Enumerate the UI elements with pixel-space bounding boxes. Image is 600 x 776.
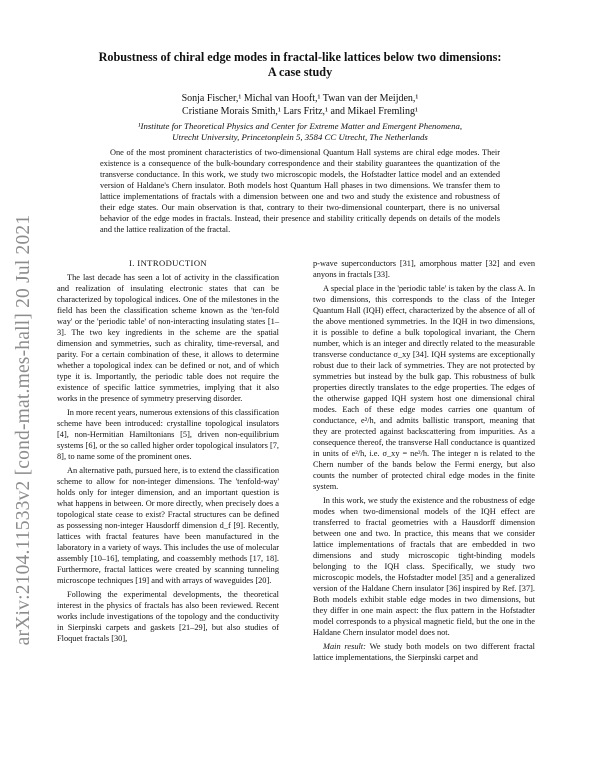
intro-paragraph-1: The last decade has seen a lot of activity in the classification and realization of insulating electronic states that can be characterized by topological indices. One of the milestones in the field has been the classification scheme known as the 'ten-fold way' or the 'periodic table' of non-interacting insulating states [1–3]. The two key ingredients in the scheme are the spatial dimension and symmetries, such as chirality, time-reversal, and parity. For a certain combination of these, it allows to determine whether a topological index can be defined or not, and of which type it is. Importantly, the periodic table does not require the existence of specific lattice symmetries, implying that it also works in the presence of symmetry preserving disorder. bbox=[57, 273, 279, 403]
author-list bbox=[60, 92, 540, 118]
authors-line-1: Sonja Fischer,¹ Michal van Hooft,¹ Twan van der Meijden,¹ bbox=[181, 93, 419, 104]
intro-paragraph-2: In more recent years, numerous extensions of this classification scheme have been introduced: crystalline topological insulators [4], non-Hermitian Hamiltonians [5], driven non-equilibrium systems [6], or the so called higher order topological insulators [7, 8], to name some of the prominent ones. bbox=[57, 408, 280, 461]
main-result-text: We study both models on two different fractal lattice implementations, the Sierpinski carpet and bbox=[313, 642, 535, 662]
right-paragraph-2: In this work, we study the existence and the robustness of edge modes when two-dimensional models of the IQH effect are transferred to fractal geometries with a Hausdorff dimension between one and two. In practice, this means that we consider lattice implementations of fractals that are embedded in two dimensions and study microscopic tight-binding models belonging to the IQH class. Specifically, we study two microscopic models, the Hofstadter model [35] and a generalized version of the Haldane Chern insulator [36] inspired by Ref. [37]. Both models exhibit stable edge modes in two dimensions, but they differ in one main aspect: the flux pattern in the Hofstadter model corresponds to a physical magnetic field, but the one in the Haldane Chern insulator model does not. bbox=[313, 496, 535, 637]
authors-line-2: Cristiane Morais Smith,¹ Lars Fritz,¹ and Mikael Fremling¹ bbox=[182, 106, 418, 117]
right-column bbox=[313, 258, 535, 663]
arxiv-id-text: arXiv:2104.11533v2 [cond-mat.mes-hall] 20 Jul 2021 bbox=[13, 214, 34, 646]
abstract-text: One of the most prominent characteristics of two-dimensional Quantum Hall systems are chiral edge modes. Their existence is a consequence of the bulk-boundary correspondence and their stability guarantees the quantization of the transverse conductance. In this work, we study two microscopic models, the Hofstadter lattice model and an extended version of Haldane's Chern insulator. Both models host Quantum Hall phases in two dimensions. We transfer them to lattice implementations of fractals with a dimension between one and two and study the existence and robustness of their edge states. Our main observation is that, contrary to their two-dimensional counterpart, there is no universal behavior of the edge modes in fractals. Instead, their presence and stability critically depends on details of the models and the lattice realization of the fractal. bbox=[100, 148, 500, 234]
affiliation-line-1: ¹Institute for Theoretical Physics and Center for Extreme Matter and Emergent Phenomena, bbox=[137, 121, 463, 131]
main-result-label: Main result: bbox=[323, 642, 366, 651]
main-result-paragraph bbox=[313, 641, 535, 663]
intro-paragraph-3: An alternative path, pursued here, is to extend the classification scheme to allow for non-integer dimensions. The 'tenfold-way' holds only for integer dimension, and an important question is what happens in between. Or more directly, when precisely does a topological state cease to exist? Fractal structures can be defined as possessing non-integer Hausdorff dimension d_f [9]. Recently, lattices with fractal features have been manufactured in the laboratory in a variety of ways. This includes the use of molecular assembly [10–16], templating, and coassembly methods [17, 18]. Furthermore, fractal lattices were created by scanning tunneling microscope techniques [19] and with arrays of waveguides [20]. bbox=[57, 466, 279, 585]
arxiv-identifier-stamp bbox=[10, 150, 38, 710]
right-paragraph-1: A special place in the 'periodic table' is taken by the class A. In two dimensions, this corresponds to the class of the Integer Quantum Hall (IQH) effect, characterized by the absence of all of the above mentioned symmetries. In the IQH in two dimensions, it is possible to define a bulk topological invariant, the Chern number, which is an integer and directly related to the measurable transverse conductance σ_xy [34]. IQH systems are exceptionally robust due to their lack of symmetries. They are not protected by symmetries but instead by the bulk gap. This robustness of bulk properties directly translates to the edge properties. The edges of the otherwise gapped IQH system host one dimensional chiral modes. Each of these edge modes carries one quantum of conductance, e²/h, and admits ballistic transport, meaning that they are protected against backscattering from impurities. As a consequence thereof, the transverse Hall conductance is quantized in units of e²/h, i.e. σ_xy = ne²/h. The integer n is related to the Chern number of the bands below the Fermi energy, but also counts the number of protected chiral edge modes in the finite system. bbox=[313, 284, 535, 491]
abstract bbox=[100, 147, 500, 235]
title-line-1: Robustness of chiral edge modes in fractal-like lattices below two dimensions: bbox=[98, 50, 502, 64]
section-heading-introduction: I. INTRODUCTION bbox=[128, 258, 208, 268]
left-column bbox=[57, 258, 279, 644]
affiliation-line-2: Utrecht University, Princetonplein 5, 3584 CC Utrecht, The Netherlands bbox=[172, 132, 428, 142]
title-line-2: A case study bbox=[267, 65, 333, 79]
paper-title bbox=[60, 50, 540, 80]
intro-paragraph-4: Following the experimental developments, the theoretical interest in the physics of fractals has also been reviewed. Recent works include investigations of the topology and the conductivity in Sierpinski carpets and gaskets [21–29], but also studies of Floquet fractals [30], bbox=[57, 590, 279, 643]
continued-paragraph: p-wave superconductors [31], amorphous matter [32] and even anyons in fractals [33]. bbox=[313, 259, 535, 279]
affiliation bbox=[60, 121, 540, 143]
